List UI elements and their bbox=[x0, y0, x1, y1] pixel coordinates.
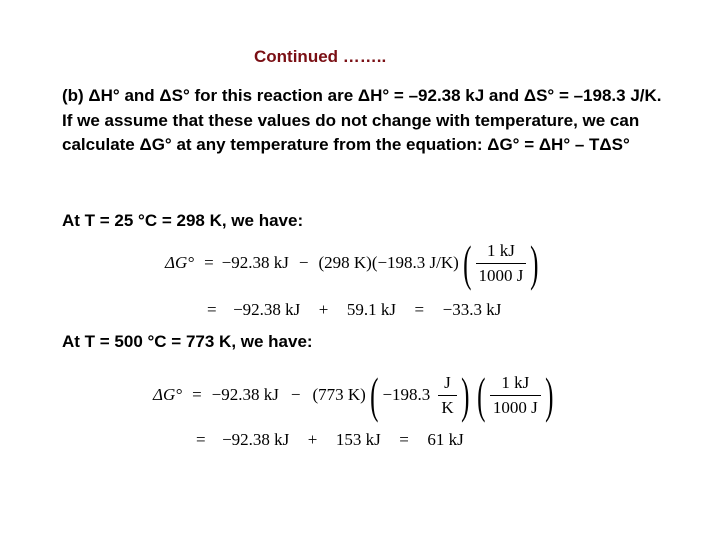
right-paren: ) bbox=[544, 367, 554, 423]
entropy-value: −198.3 bbox=[382, 385, 431, 404]
condition-773k: At T = 500 °C = 773 K, we have: bbox=[62, 332, 313, 351]
left-paren: ( bbox=[463, 235, 472, 291]
tds-value: 153 kJ bbox=[335, 430, 381, 449]
enthalpy-term: −92.38 kJ bbox=[233, 300, 301, 319]
result-value: −33.3 kJ bbox=[442, 300, 502, 319]
temperature-term: (298 K) bbox=[318, 253, 372, 272]
equation-298k-line1 bbox=[165, 235, 543, 291]
equation-773k-line2 bbox=[196, 430, 464, 450]
minus-sign: − bbox=[298, 253, 309, 272]
enthalpy-term: −92.38 kJ bbox=[221, 253, 289, 272]
fraction-denominator: 1000 J bbox=[476, 263, 527, 286]
equals-sign: = bbox=[204, 253, 214, 272]
fraction-numerator: 1 kJ bbox=[487, 240, 515, 260]
equation-773k-line1 bbox=[153, 367, 557, 423]
equals-sign: = bbox=[399, 430, 409, 449]
enthalpy-term: −92.38 kJ bbox=[211, 385, 279, 404]
conversion-fraction bbox=[490, 373, 541, 418]
tds-value: 59.1 kJ bbox=[346, 300, 397, 319]
equals-sign: = bbox=[192, 385, 202, 404]
left-paren: ( bbox=[477, 367, 486, 423]
enthalpy-term: −92.38 kJ bbox=[222, 430, 290, 449]
minus-sign: − bbox=[290, 385, 301, 404]
delta-g-symbol: ΔG° bbox=[165, 253, 195, 272]
entropy-unit-fraction bbox=[438, 373, 456, 418]
slide-title: Continued …….. bbox=[254, 47, 387, 66]
condition-298k: At T = 25 °C = 298 K, we have: bbox=[62, 211, 304, 230]
fraction-denominator: K bbox=[438, 395, 456, 418]
delta-g-symbol: ΔG° bbox=[153, 385, 183, 404]
right-paren: ) bbox=[530, 235, 539, 291]
fraction-denominator: 1000 J bbox=[490, 395, 541, 418]
fraction-numerator: J bbox=[444, 372, 451, 392]
plus-sign: + bbox=[307, 430, 318, 449]
result-value: 61 kJ bbox=[427, 430, 464, 449]
problem-paragraph: (b) ΔH° and ΔS° for this reaction are ΔH° = –92.38 kJ and ΔS° = –198.3 J/K. If we assume that these values do not change with temperature, we can calculate ΔG° at any temperature from the equation: ΔG° = ΔH° – TΔS° bbox=[62, 86, 662, 154]
entropy-term: (−198.3 J/K) bbox=[371, 253, 459, 272]
fraction-numerator: 1 kJ bbox=[501, 372, 530, 392]
temperature-term: (773 K) bbox=[312, 385, 366, 404]
right-paren: ) bbox=[460, 367, 470, 423]
equals-sign: = bbox=[196, 430, 206, 449]
conversion-fraction bbox=[476, 241, 527, 286]
plus-sign: + bbox=[318, 300, 329, 319]
equals-sign: = bbox=[414, 300, 425, 319]
left-paren: ( bbox=[369, 367, 379, 423]
equation-298k-line2 bbox=[207, 300, 501, 320]
equals-sign: = bbox=[207, 300, 217, 319]
